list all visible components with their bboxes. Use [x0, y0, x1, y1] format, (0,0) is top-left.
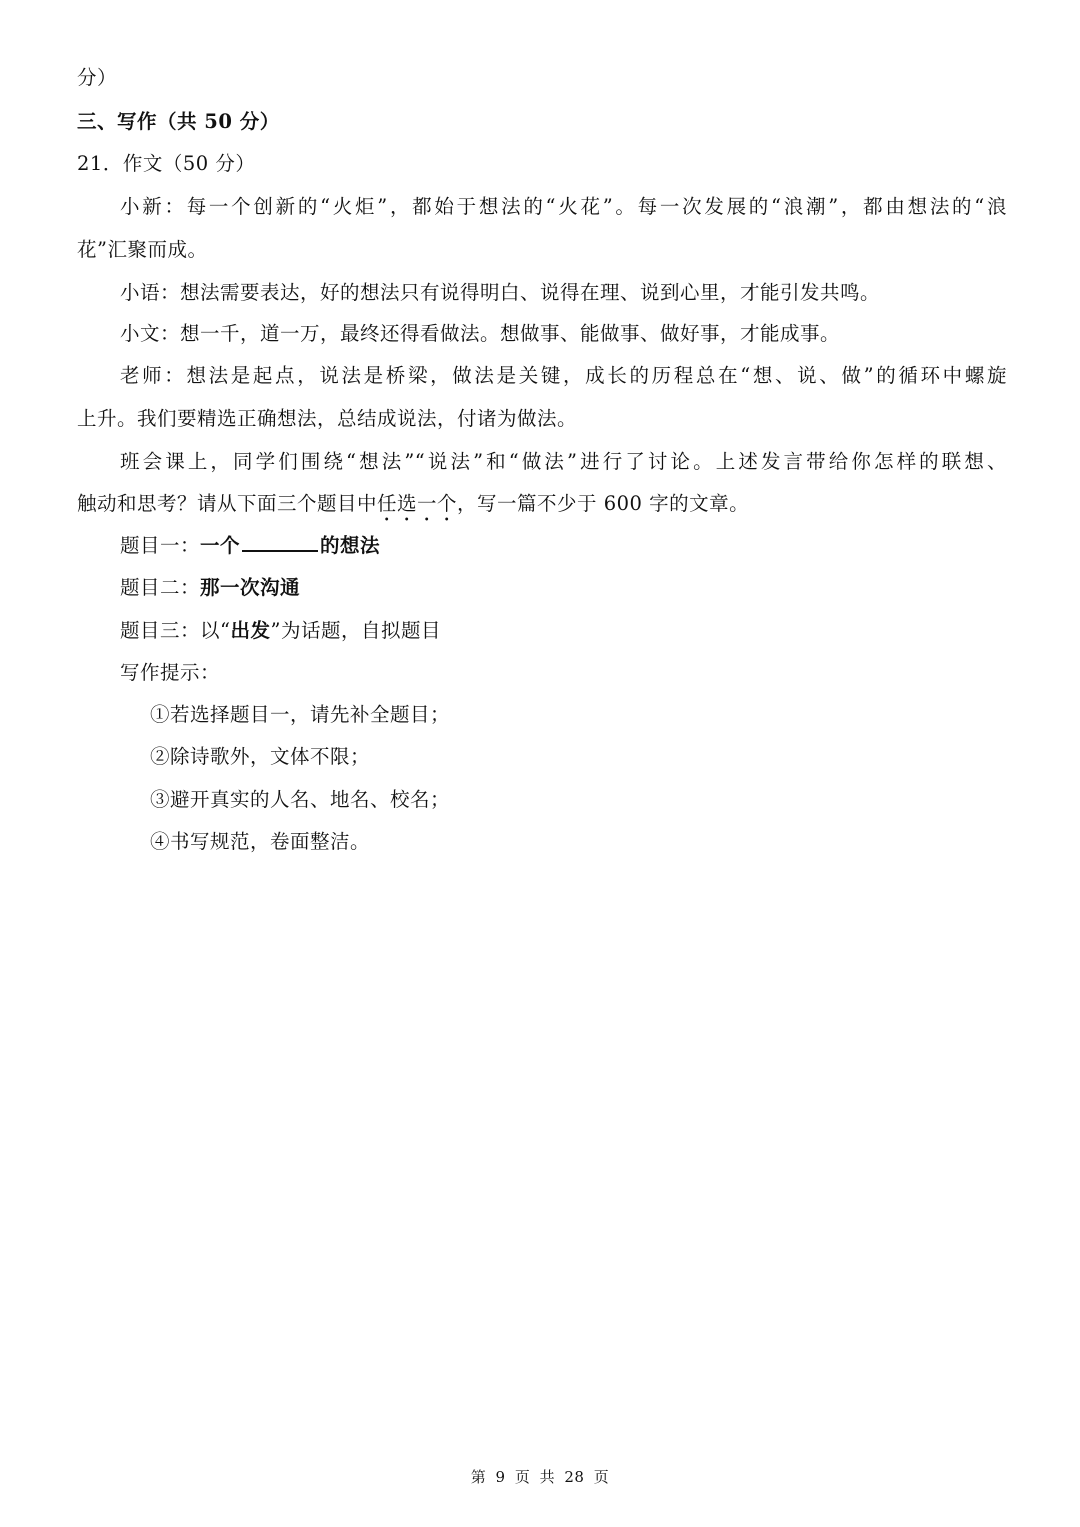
writing-tip-3: ③避开真实的人名、地名、校名； — [150, 788, 451, 811]
page-number-footer: 第 9 页 共 28 页 — [470, 1468, 610, 1486]
prompt-line-2-start: 触动和思考？请从下面三个题目中 — [77, 492, 378, 515]
writing-tip-2: ②除诗歌外，文体不限； — [150, 745, 371, 768]
prompt-line-1: 班会课上，同学们围绕“想法”“说法”和“做法”进行了讨论。上述发言带给你怎样的联想、 — [120, 450, 1007, 473]
topic-three-text-start: 以“ — [200, 619, 231, 642]
prompt-line-2 — [77, 490, 1007, 526]
topic-three-label: 题目三： — [120, 619, 201, 642]
xiaowen-statement: 小文：想一千，道一万，最终还得看做法。想做事、能做事、做好事，才能成事。 — [120, 322, 841, 345]
writing-tip-4: ④书写规范，卷面整洁。 — [150, 830, 371, 853]
xiaoxin-statement-line-2: 花”汇聚而成。 — [77, 238, 208, 261]
section-heading: 三、写作（共 50 分） — [77, 110, 280, 133]
topic-two — [120, 574, 1007, 602]
writing-tips-heading: 写作提示： — [120, 661, 221, 684]
topic-two-text: 那一次沟通 — [200, 576, 301, 599]
emphasized-any-one: 任选一个 — [377, 492, 458, 515]
teacher-statement-line-1: 老师：想法是起点，说法是桥梁，做法是关键，成长的历程总在“想、说、做”的循环中螺旋 — [120, 364, 1007, 387]
topic-one-blank — [242, 532, 318, 552]
teacher-statement-line-2: 上升。我们要精选正确想法，总结成说法，付诸为做法。 — [77, 407, 578, 430]
topic-one-text-start: 一个 — [200, 534, 241, 557]
writing-tip-1: ①若选择题目一，请先补全题目； — [150, 703, 451, 726]
topic-three-keyword: 出发 — [230, 619, 271, 642]
previous-question-tail: 分） — [77, 66, 118, 89]
topic-one — [120, 532, 1007, 560]
question-title: 21．作文（50 分） — [77, 152, 256, 175]
xiaoxin-statement-line-1: 小新：每一个创新的“火炬”，都始于想法的“火花”。每一次发展的“浪潮”，都由想法的“浪 — [120, 195, 1007, 218]
topic-three-text-end: ”为话题，自拟题目 — [270, 619, 441, 642]
topic-one-text-end: 的想法 — [320, 534, 381, 557]
topic-two-label: 题目二： — [120, 576, 201, 599]
topic-one-label: 题目一： — [120, 534, 201, 557]
prompt-line-2-end: ，写一篇不少于 600 字的文章。 — [457, 492, 750, 515]
topic-three — [120, 617, 1007, 645]
xiaoyu-statement: 小语：想法需要表达，好的想法只有说得明白、说得在理、说到心里，才能引发共鸣。 — [120, 281, 881, 304]
